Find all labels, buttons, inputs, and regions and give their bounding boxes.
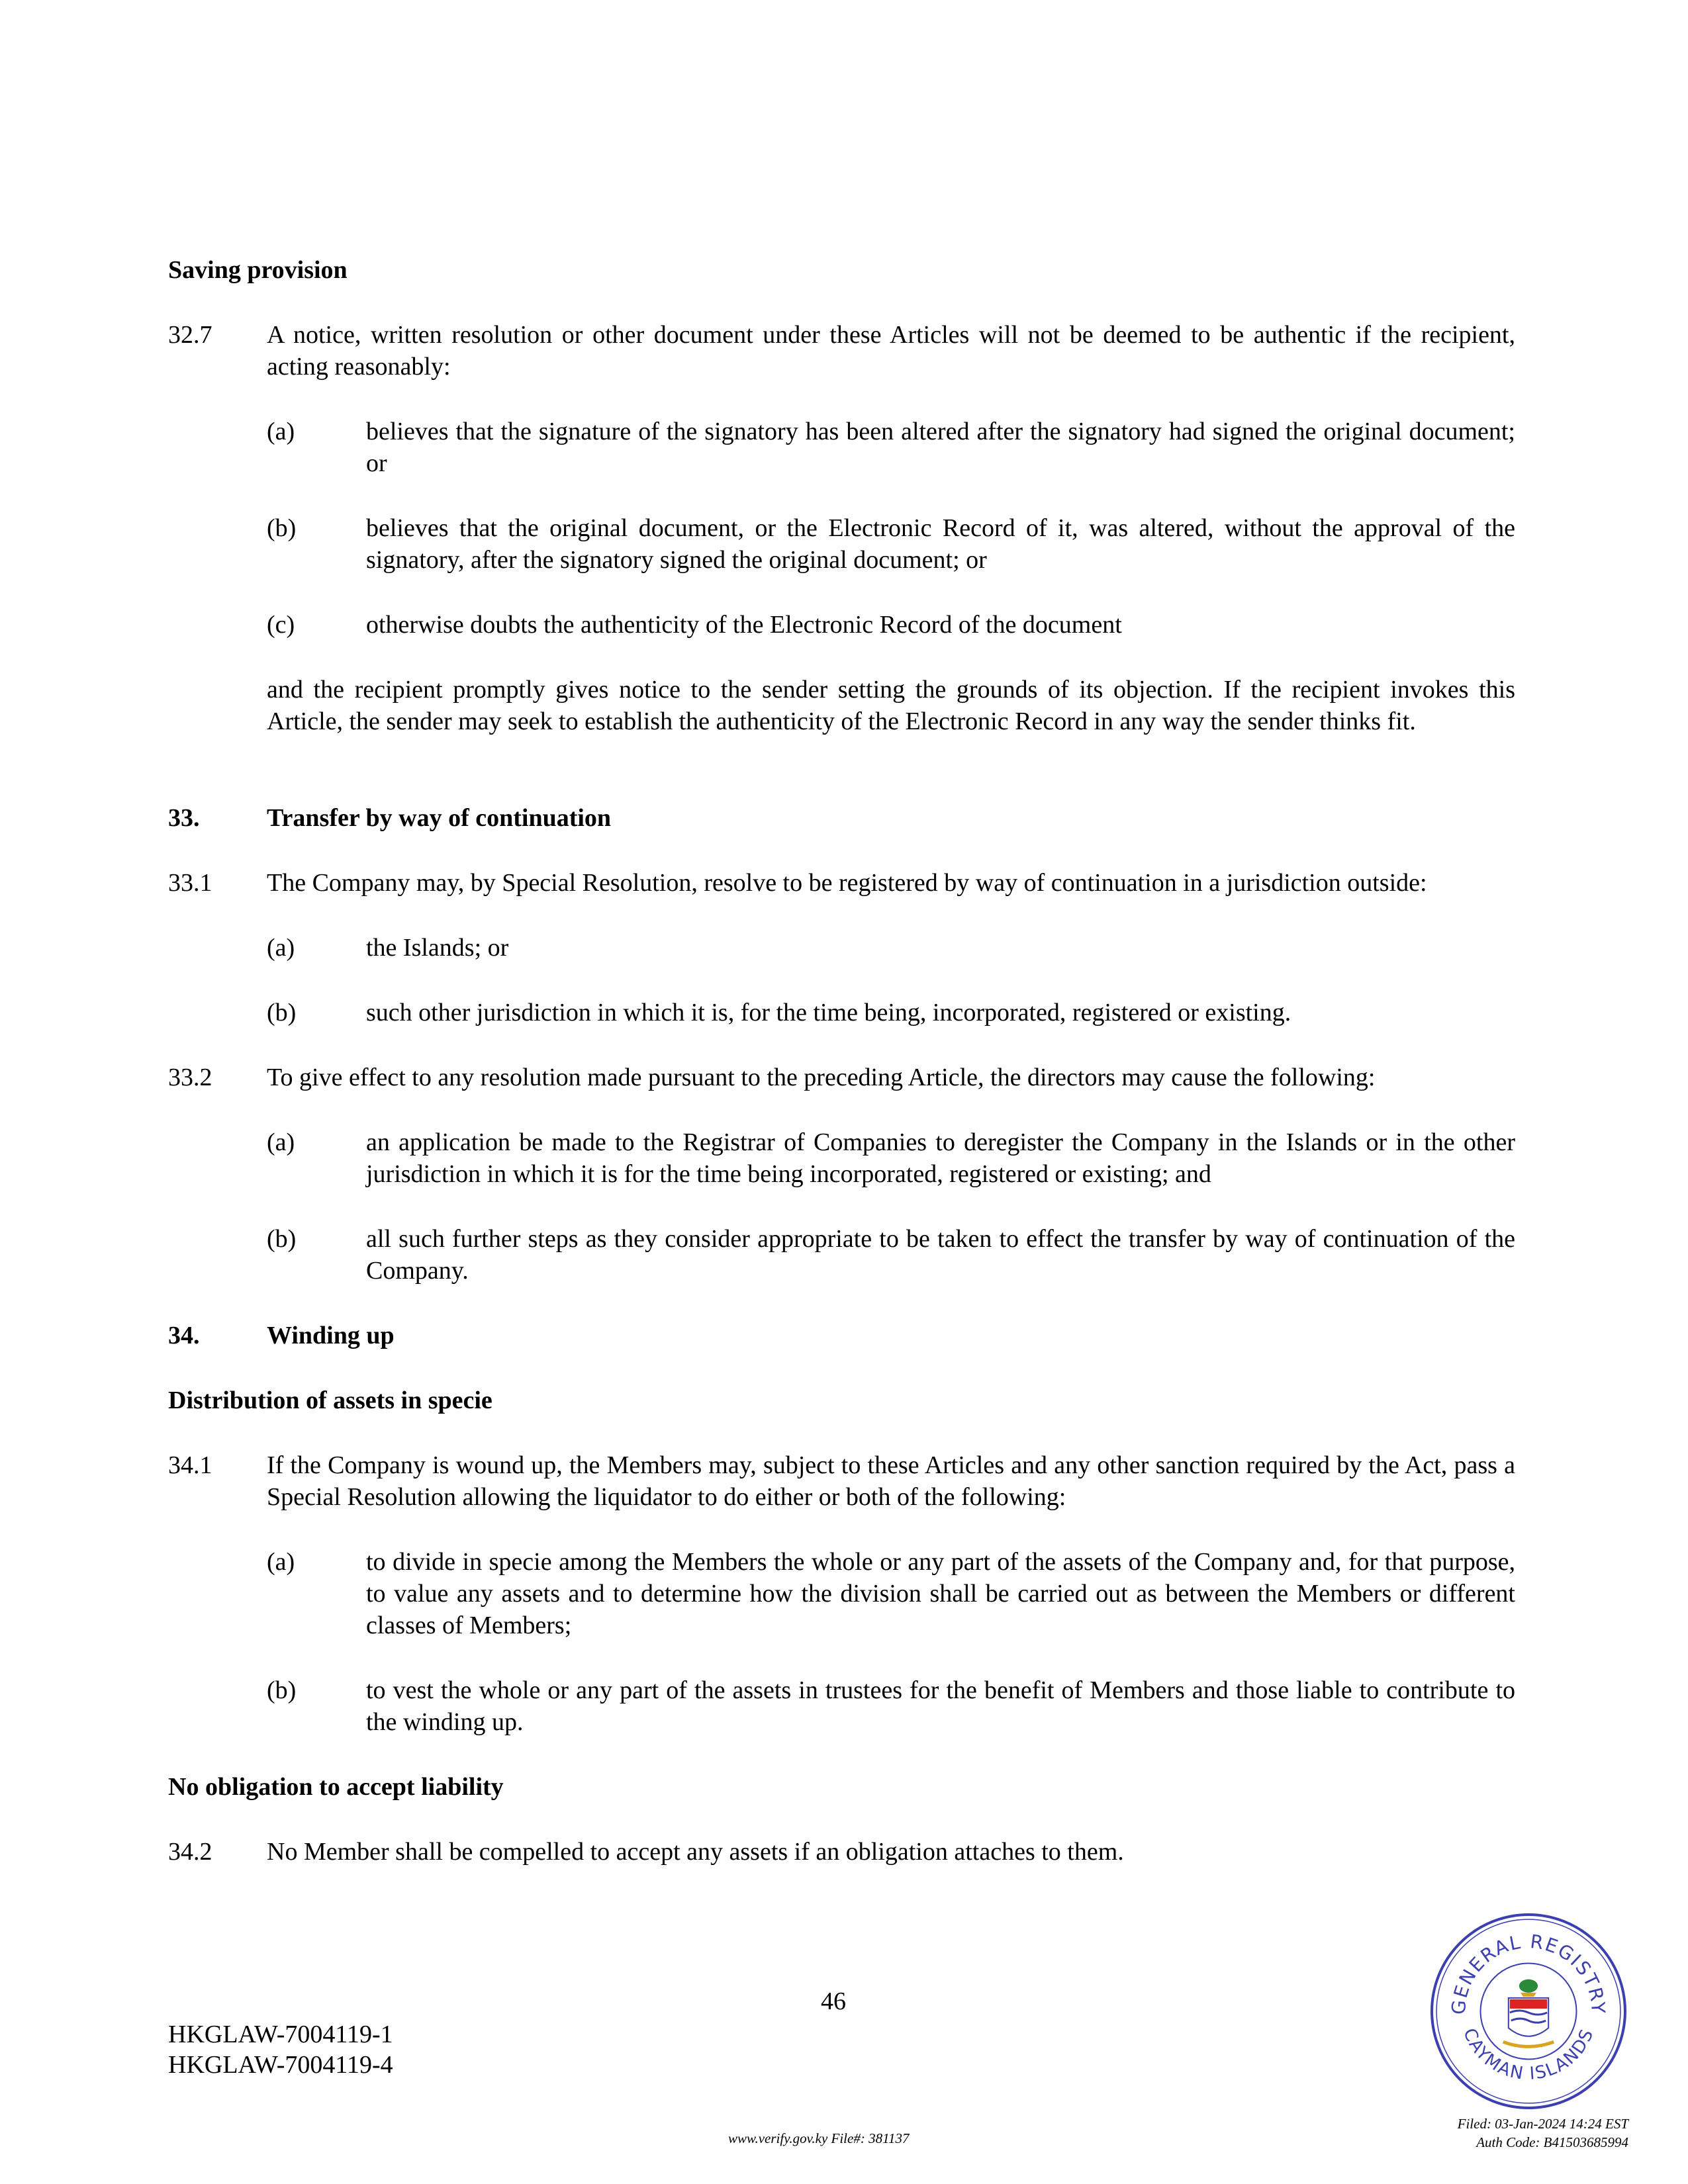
section-title-33: Transfer by way of continuation: [267, 804, 612, 832]
section-number-33: 33.: [168, 804, 200, 832]
page-number: 46: [821, 1987, 846, 2015]
clause-number-34-1: 34.1: [168, 1451, 212, 1479]
clause-text-34-1: If the Company is wound up, the Members may, subject to these Articles and any other sanction required by the Act, pass a Special Resolution allowing the liquidator to do either or both of the following:: [267, 1451, 1515, 1511]
auth-code: Auth Code: B41503685994: [1476, 2134, 1628, 2150]
item-text: all such further steps as they consider appropriate to be taken to effect the transfer by way of continuation of the Company.: [366, 1225, 1515, 1285]
item-text: believes that the signature of the signatory has been altered after the signatory had signed the original document; or: [366, 418, 1515, 477]
item-label: (b): [267, 1225, 297, 1253]
clause-tail-32-7: and the recipient promptly gives notice to the sender setting the grounds of its objection. If the recipient invokes this Article, the sender may seek to establish the authenticity of the Electronic Record in any way the sender thinks fit.: [267, 676, 1515, 735]
heading-saving-provision: Saving provision: [168, 256, 348, 284]
item-text: to vest the whole or any part of the assets in trustees for the benefit of Members and those liable to contribute to the winding up.: [366, 1676, 1515, 1736]
item-text: such other jurisdiction in which it is, for the time being, incorporated, registered or existing.: [366, 999, 1291, 1026]
item-label: (b): [267, 1676, 297, 1704]
seal-bottom-text: CAYMAN ISLANDS: [1458, 2025, 1598, 2084]
item-label: (a): [267, 1128, 295, 1156]
clause-text-33-1: The Company may, by Special Resolution, resolve to be registered by way of continuation in a jurisdiction outside:: [267, 869, 1427, 897]
heading-no-obligation: No obligation to accept liability: [168, 1773, 504, 1801]
heading-distribution: Distribution of assets in specie: [168, 1387, 492, 1414]
item-text: an application be made to the Registrar of Companies to deregister the Company in the Islands or in the other jurisdiction in which it is for the time being incorporated, registered or existing; and: [366, 1128, 1515, 1188]
filed-stamp: Filed: 03-Jan-2024 14:24 EST: [1457, 2116, 1628, 2132]
item-text: otherwise doubts the authenticity of the Electronic Record of the document: [366, 611, 1122, 639]
clause-text-32-7: A notice, written resolution or other document under these Articles will not be deemed to be authentic if the recipient, acting reasonably:: [267, 321, 1515, 381]
general-registry-seal-icon: [1429, 1911, 1628, 2111]
doc-reference-2: HKGLAW-7004119-4: [168, 2051, 393, 2079]
seal-top-text: GENERAL REGISTRY: [1447, 1930, 1609, 2016]
item-label: (a): [267, 934, 295, 962]
item-label: (b): [267, 514, 297, 542]
item-label: (c): [267, 611, 295, 639]
item-text: the Islands; or: [366, 934, 509, 962]
item-text: to divide in specie among the Members the whole or any part of the assets of the Company and, for that purpose, to value any assets and to determine how the division shall be carried out as between the Members or different classes of Members;: [366, 1548, 1515, 1639]
item-label: (b): [267, 999, 297, 1026]
clause-text-34-2: No Member shall be compelled to accept any assets if an obligation attaches to them.: [267, 1838, 1124, 1866]
clause-number-34-2: 34.2: [168, 1838, 212, 1866]
item-text: believes that the original document, or the Electronic Record of it, was altered, without the approval of the signatory, after the signatory signed the original document; or: [366, 514, 1515, 574]
doc-reference-1: HKGLAW-7004119-1: [168, 2021, 393, 2048]
section-number-34: 34.: [168, 1322, 200, 1349]
clause-number-32-7: 32.7: [168, 321, 212, 349]
clause-number-33-2: 33.2: [168, 1064, 212, 1091]
item-label: (a): [267, 418, 295, 445]
clause-number-33-1: 33.1: [168, 869, 212, 897]
item-label: (a): [267, 1548, 295, 1576]
section-title-34: Winding up: [267, 1322, 395, 1349]
verify-footer: www.verify.gov.ky File#: 381137: [728, 2130, 910, 2146]
clause-text-33-2: To give effect to any resolution made pursuant to the preceding Article, the directors may cause the following:: [267, 1064, 1376, 1091]
